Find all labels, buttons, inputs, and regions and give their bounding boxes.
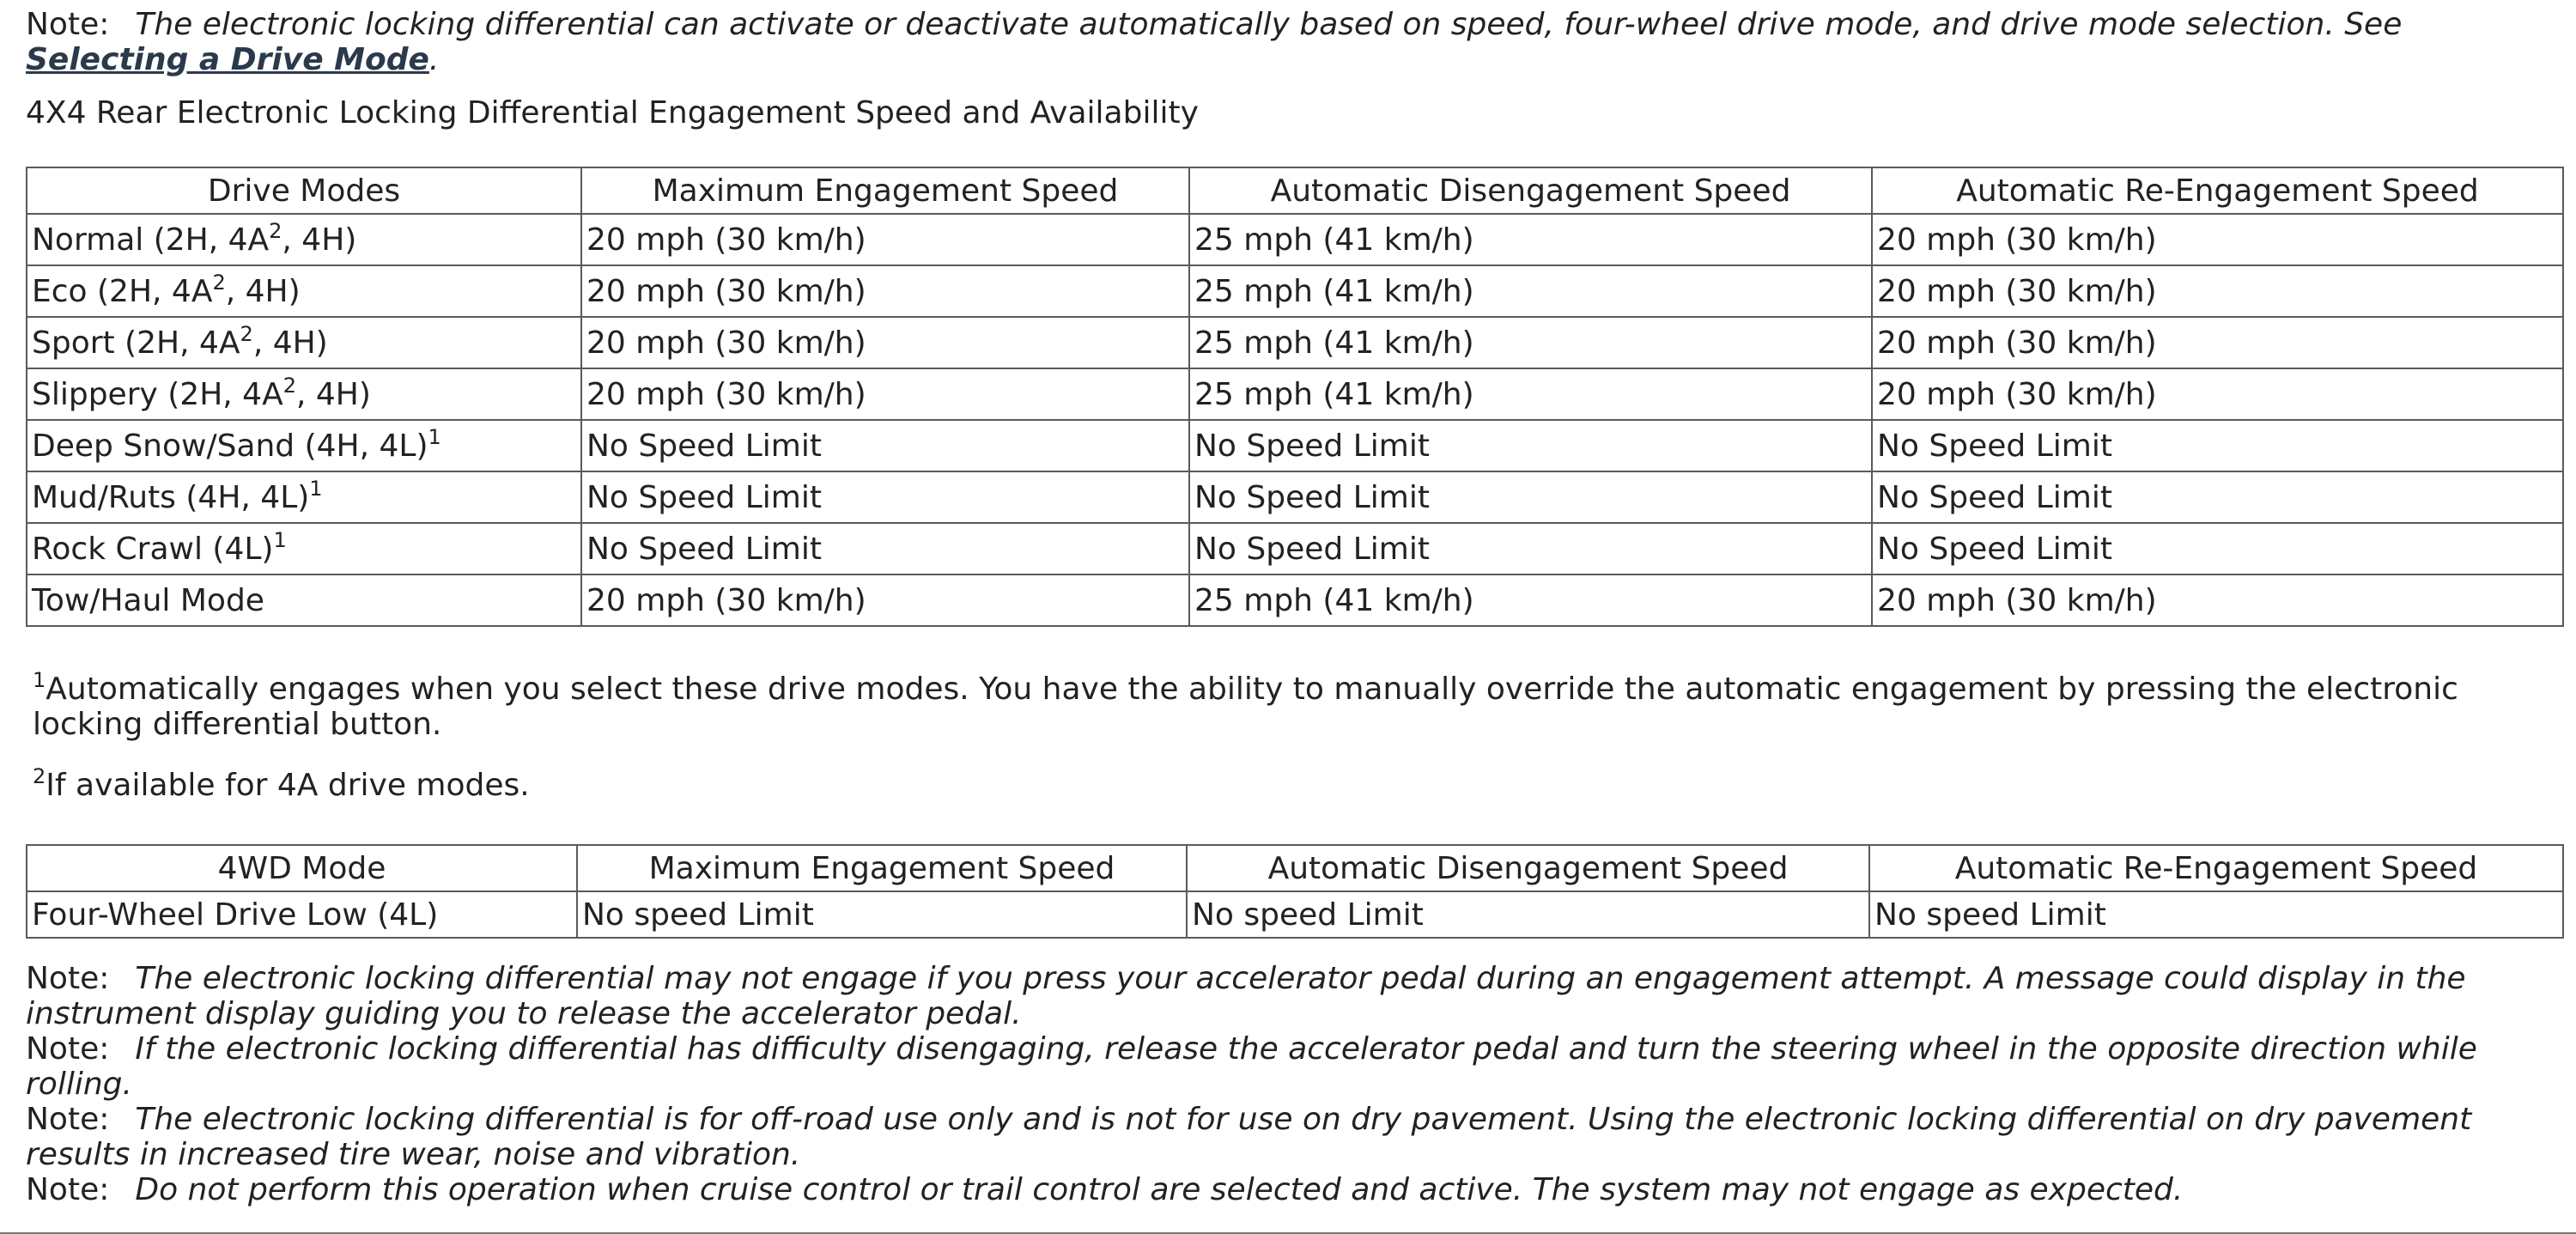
footnote [33,668,2550,742]
disengage-speed-cell: No Speed Limit [1189,523,1872,574]
note [26,1102,2550,1172]
bottom-notes [26,961,2550,1207]
table-heading: 4X4 Rear Electronic Locking Differential Engagement Speed and Availability [26,95,1199,131]
reengage-speed-cell: No Speed Limit [1872,471,2563,523]
note-text: Do not perform this operation when cruise control or trail control are selected and active. The system may not engage as expected. [135,1172,2184,1207]
footnote-text: If available for 4A drive modes. [46,768,530,803]
drive-mode-name: Rock Crawl (4L) [32,531,274,567]
disengage-speed-cell: 25 mph (41 km/h) [1189,214,1872,265]
disengage-speed-cell: 25 mph (41 km/h) [1189,574,1872,626]
note-label: Note: [26,1102,110,1137]
drive-mode-name: Deep Snow/Sand (4H, 4L) [32,428,428,464]
disengage-speed-cell: No Speed Limit [1189,471,1872,523]
footnote-reference: 1 [428,424,441,449]
drive-mode-name: Eco (2H, 4A [32,273,213,309]
note-label: Note: [26,1172,110,1207]
drive-mode-name: Slippery (2H, 4A [32,376,283,412]
reengage-speed-cell: 20 mph (30 km/h) [1872,574,2563,626]
reengage-speed-cell: No Speed Limit [1872,523,2563,574]
reengage-speed-cell: 20 mph (30 km/h) [1872,265,2563,317]
engagement-speed-table [26,167,2564,627]
footnote-reference: 2 [269,218,283,243]
4wd-mode-table [26,844,2564,939]
table-row [27,214,2563,265]
table-row [27,574,2563,626]
drive-mode-cell [27,471,581,523]
table-row [27,471,2563,523]
footnote-text: Automatically engages when you select these drive modes. You have the ability to manually override the automatic engagement by pressing the electronic locking differential button. [33,672,2458,742]
note-text: The electronic locking differential can activate or deactivate automatically based on speed, four-wheel drive mode, and drive mode selection. See [135,7,2403,42]
drive-mode-cell [27,265,581,317]
drive-mode-cell [27,214,581,265]
table-row [27,317,2563,368]
drive-mode-name: Sport (2H, 4A [32,325,240,361]
disengage-speed-cell: No Speed Limit [1189,420,1872,471]
footnote-reference: 1 [309,476,323,501]
note-text: The electronic locking differential is for off-road use only and is not for use on dry pavement. Using the electronic locking differential on dry pavement results in increased tire wear, noise and vibration. [26,1102,2472,1172]
column-header: Automatic Disengagement Speed [1187,845,1869,891]
max-speed-cell: No Speed Limit [581,420,1189,471]
note-label: Note: [26,7,110,42]
max-speed-cell: No Speed Limit [581,471,1189,523]
note-text: The electronic locking differential may not engage if you press your accelerator pedal during an engagement attempt. A message could display in the instrument display guiding you to release the accelerator pedal. [26,961,2466,1031]
note-label: Note: [26,1031,110,1067]
drive-mode-name-end: , 4H) [295,376,371,412]
footnote-marker: 2 [33,764,46,788]
max-speed-cell: No speed Limit [577,891,1187,938]
reengage-speed-cell: 20 mph (30 km/h) [1872,317,2563,368]
drive-mode-cell [27,574,581,626]
table-row [27,368,2563,420]
note-text: If the electronic locking differential has difficulty disengaging, release the accelerator pedal and turn the steering wheel in the opposite direction while rolling. [26,1031,2477,1102]
column-header: Maximum Engagement Speed [577,845,1187,891]
drive-mode-name: Tow/Haul Mode [32,582,264,618]
footnote-reference: 2 [240,321,253,346]
footnote-reference: 2 [283,373,296,398]
footnote-reference: 2 [212,270,226,295]
mode-cell: Four-Wheel Drive Low (4L) [27,891,577,938]
reengage-speed-cell: 20 mph (30 km/h) [1872,214,2563,265]
table-row [27,420,2563,471]
reengage-speed-cell: 20 mph (30 km/h) [1872,368,2563,420]
table-header-row [27,845,2563,891]
footnotes [26,668,2550,803]
note [26,961,2550,1031]
top-note [26,7,2550,77]
reengage-speed-cell: No speed Limit [1869,891,2563,938]
disengage-speed-cell: 25 mph (41 km/h) [1189,368,1872,420]
drive-mode-cell [27,317,581,368]
max-speed-cell: 20 mph (30 km/h) [581,265,1189,317]
column-header: Automatic Disengagement Speed [1189,167,1872,214]
drive-mode-cell [27,523,581,574]
reengage-speed-cell: No Speed Limit [1872,420,2563,471]
column-header: Automatic Re-Engagement Speed [1869,845,2563,891]
drive-mode-cell [27,420,581,471]
drive-mode-name: Mud/Ruts (4H, 4L) [32,479,310,515]
column-header: Maximum Engagement Speed [581,167,1189,214]
disengage-speed-cell: 25 mph (41 km/h) [1189,317,1872,368]
drive-mode-cell [27,368,581,420]
note-text-end: . [428,42,440,77]
drive-mode-name: Normal (2H, 4A [32,222,270,258]
max-speed-cell: 20 mph (30 km/h) [581,317,1189,368]
max-speed-cell: 20 mph (30 km/h) [581,574,1189,626]
footnote [33,764,2550,803]
drive-mode-name-end: , 4H) [252,325,328,361]
max-speed-cell: 20 mph (30 km/h) [581,214,1189,265]
note-label: Note: [26,961,110,996]
max-speed-cell: 20 mph (30 km/h) [581,368,1189,420]
footnote-reference: 1 [273,527,287,552]
drive-mode-name-end: , 4H) [225,273,301,309]
drive-mode-name-end: , 4H) [282,222,357,258]
table-row [27,891,2563,938]
note [26,1172,2550,1207]
column-header: Automatic Re-Engagement Speed [1872,167,2563,214]
max-speed-cell: No Speed Limit [581,523,1189,574]
table-row [27,523,2563,574]
column-header: Drive Modes [27,167,581,214]
disengage-speed-cell: No speed Limit [1187,891,1869,938]
note [26,1031,2550,1102]
disengage-speed-cell: 25 mph (41 km/h) [1189,265,1872,317]
selecting-drive-mode-link[interactable]: Selecting a Drive Mode [26,42,429,77]
footnote-marker: 1 [33,668,46,692]
column-header: 4WD Mode [27,845,577,891]
table-header-row [27,167,2563,214]
table-row [27,265,2563,317]
